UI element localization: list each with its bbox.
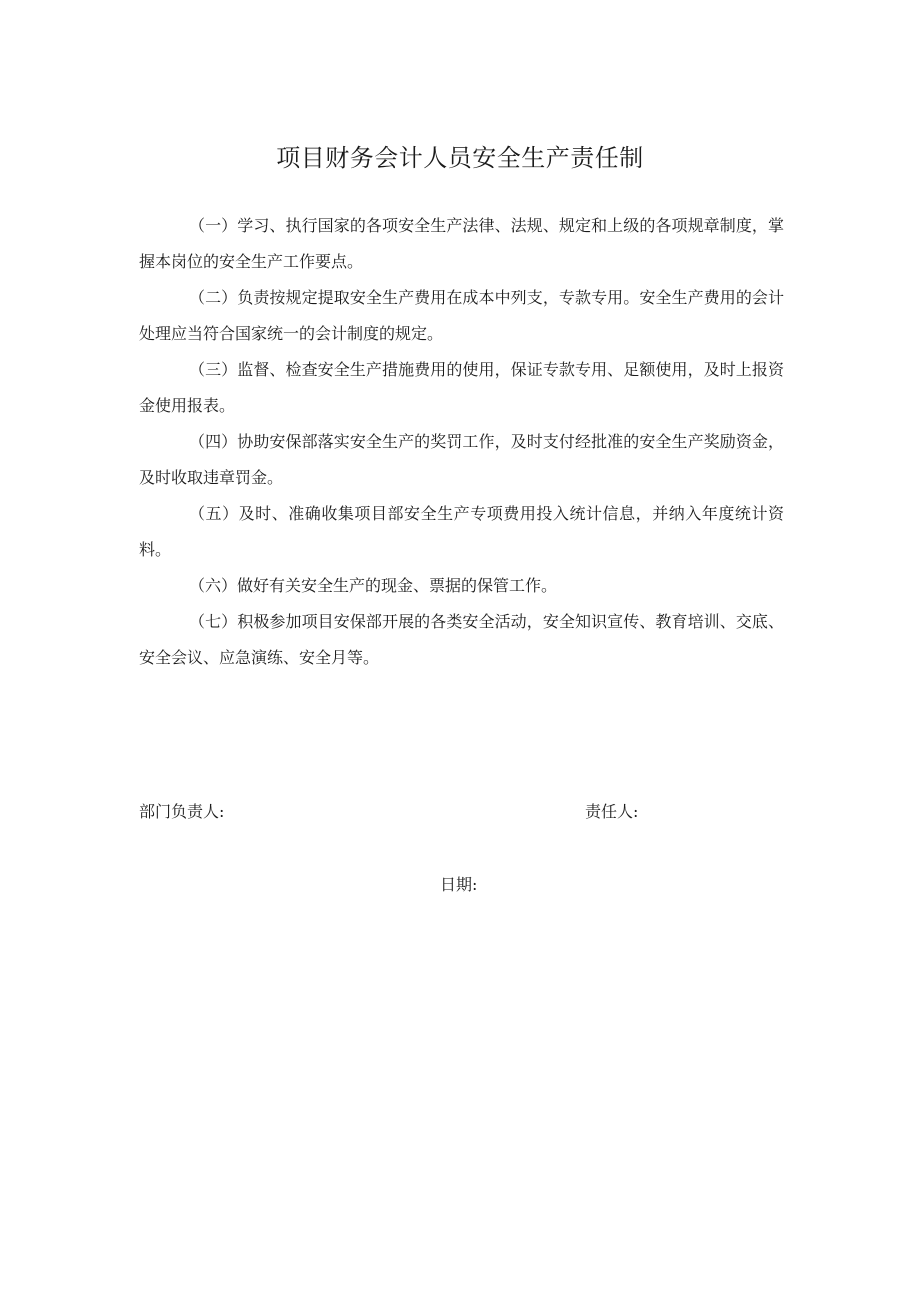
department-head-label: 部门负责人: — [139, 802, 225, 821]
clause-6: （六）做好有关安全生产的现金、票据的保管工作。 — [189, 576, 558, 595]
document-body — [139, 208, 784, 676]
clause-7: （七）积极参加项目安保部开展的各类安全活动，安全知识宣传、教育培训、交底、安全会议、应急演练、安全月等。 — [139, 612, 784, 667]
clause-1: （一）学习、执行国家的各项安全生产法律、法规、规定和上级的各项规章制度，掌握本岗位的安全生产工作要点。 — [139, 216, 784, 271]
document-title: 项目财务会计人员安全生产责任制 — [276, 144, 644, 172]
date-label: 日期: — [440, 875, 478, 894]
clause-4: （四）协助安保部落实安全生产的奖罚工作，及时支付经批准的安全生产奖励资金，及时收取违章罚金。 — [139, 432, 784, 487]
responsible-person-label: 责任人: — [585, 802, 639, 821]
clause-2: （二）负责按规定提取安全生产费用在成本中列支，专款专用。安全生产费用的会计处理应当符合国家统一的会计制度的规定。 — [139, 288, 784, 343]
clause-5: （五）及时、准确收集项目部安全生产专项费用投入统计信息，并纳入年度统计资料。 — [139, 504, 784, 559]
clause-3: （三）监督、检查安全生产措施费用的使用，保证专款专用、足额使用，及时上报资金使用报表。 — [139, 360, 784, 415]
